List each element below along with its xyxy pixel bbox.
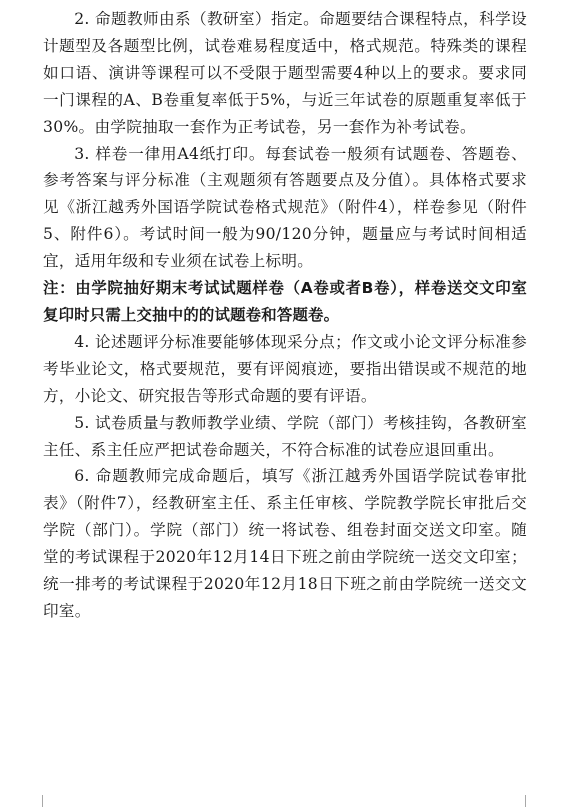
page-corner-mark-right: [525, 795, 540, 807]
paragraph-item-2: 2. 命题教师由系（教研室）指定。命题要结合课程特点，科学设计题型及各题型比例，试卷难易程度适中，格式规范。特殊类的课程如口语、演讲等课程可以不受限于题型需要4种以上的要求。要求同一门课程的A、B卷重复率低于5%，与近三年试卷的原题重复率低于30%。由学院抽取一套作为正考试卷，另一套作为补考试卷。: [43, 10, 527, 136]
paragraph-item-5: 5. 试卷质量与教师教学业绩、学院（部门）考核挂钩，各教研室主任、系主任应严把试卷命题关，不符合标准的试卷应退回重出。: [43, 413, 527, 459]
bold-note: 注：由学院抽好期末考试试题样卷（A卷或者B卷），样卷送交文印室复印时只需上交抽中的的试题卷和答题卷。: [43, 279, 527, 324]
page-corner-mark-left: [28, 795, 43, 807]
paragraph-item-6: 6. 命题教师完成命题后，填写《浙江越秀外国语学院试卷审批表》（附件7），经教研室主任、系主任审核、学院教学院长审批后交学院（部门）。学院（部门）统一将试卷、组卷封面交送文印室。随堂的考试课程于2020年12月14日下班之前由学院统一送交文印室；统一排考的考试课程于2020年12月18日下班之前由学院统一送交文印室。: [43, 467, 527, 620]
document-body: [43, 6, 527, 625]
paragraph-item-3: 3. 样卷一律用A4纸打印。每套试卷一般须有试题卷、答题卷、参考答案与评分标准（主观题须有答题要点及分值）。具体格式要求见《浙江越秀外国语学院试卷格式规范》（附件4），样卷参见（附件5、附件6）。考试时间一般为90/120分钟，题量应与考试时间相适宜，适用年级和专业须在试卷上标明。: [43, 144, 527, 271]
paragraph-item-4: 4. 论述题评分标准要能够体现采分点；作文或小论文评分标准参考毕业论文，格式要规范，要有评阅痕迹，要指出错误或不规范的地方，小论文、研究报告等形式命题的要有评语。: [43, 332, 527, 405]
